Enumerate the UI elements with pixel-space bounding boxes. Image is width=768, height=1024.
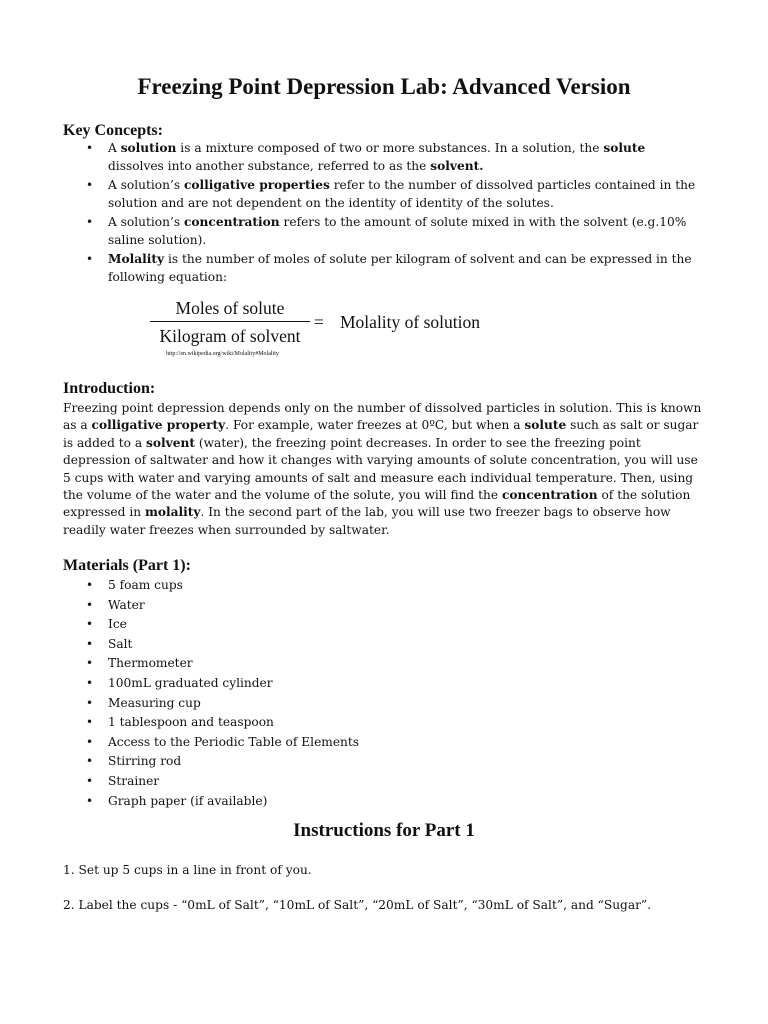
- text-run: . For example, water freezes at 0ºC, but when a: [225, 418, 525, 433]
- bullet-icon: •: [86, 675, 94, 690]
- material-label: Stirring rod: [108, 754, 182, 769]
- equation-fraction: [150, 296, 310, 348]
- list-item: [63, 792, 703, 811]
- molality-equation: [150, 296, 500, 348]
- bullet-icon: •: [86, 656, 94, 671]
- instruction-step: 1. Set up 5 cups in a line in front of you.: [63, 863, 312, 877]
- bold-term: colligative property: [91, 418, 226, 433]
- bullet-icon: •: [86, 715, 94, 730]
- bullet-icon: •: [86, 578, 94, 592]
- text-run: dissolves into another substance, referred to as the: [108, 159, 431, 173]
- list-item: [63, 654, 703, 673]
- materials-heading: Materials (Part 1):: [63, 557, 191, 574]
- text-run: such as salt or sugar is added to a: [63, 418, 699, 450]
- key-concepts-heading: Key Concepts:: [63, 122, 163, 139]
- bullet-icon: •: [86, 793, 94, 808]
- bullet-icon: •: [86, 141, 94, 155]
- material-label: Thermometer: [108, 656, 193, 671]
- bullet-icon: •: [86, 252, 94, 266]
- page-title: Freezing Point Depression Lab: Advanced Version: [137, 74, 631, 99]
- bold-term: concentration: [184, 215, 280, 229]
- bold-term: solute: [524, 418, 567, 433]
- instructions-heading: Instructions for Part 1: [293, 820, 475, 841]
- material-label: Measuring cup: [108, 695, 201, 710]
- text-run: Freezing point depression depends only on the number of dissolved particles in solution. This is known as a: [63, 401, 702, 433]
- bullet-icon: •: [86, 754, 94, 769]
- bullet-icon: •: [86, 636, 94, 651]
- bold-term: Molality: [108, 252, 165, 266]
- bold-term: concentration: [501, 488, 598, 503]
- introduction-heading: Introduction:: [63, 380, 156, 397]
- list-item: [63, 713, 703, 732]
- list-item: [63, 250, 703, 286]
- material-label: Ice: [108, 617, 127, 632]
- bold-term: molality: [144, 505, 201, 520]
- text-run: (water), the freezing point decreases. In order to see the freezing point depression of saltwater and how it changes with varying amounts of solute concentration, you will use 5 cups with water and varying amounts of salt and measure each individual temperature. Then, using the volume of the water and the volume of the solute, you will find the: [63, 435, 698, 503]
- text-run: . In the second part of the lab, you will use two freezer bags to observe how readily water freezes when surrounded by saltwater.: [63, 505, 671, 537]
- list-item: [63, 615, 703, 634]
- list-item: [63, 733, 703, 752]
- bold-term: solute: [603, 141, 646, 155]
- text-run: is a mixture composed of two or more substances. In a solution, the: [176, 141, 604, 155]
- text-run: A solution’s: [108, 178, 184, 192]
- bold-term: solvent: [146, 435, 195, 450]
- material-label: Access to the Periodic Table of Elements: [108, 734, 360, 749]
- material-label: Graph paper (if available): [108, 793, 268, 808]
- material-label: Strainer: [108, 773, 160, 788]
- bold-term: solvent.: [430, 159, 484, 173]
- equation-numerator: Moles of solute: [175, 298, 285, 318]
- text-run: A solution’s: [108, 215, 184, 229]
- fraction-bar: [150, 321, 310, 322]
- list-item: [63, 635, 703, 654]
- text-run: A: [108, 141, 121, 155]
- bullet-icon: •: [86, 215, 94, 229]
- list-item: [63, 213, 703, 249]
- bold-term: colligative properties: [184, 178, 330, 192]
- text-run: is the number of moles of solute per kilogram of solvent and can be expressed in the following equation:: [108, 252, 692, 284]
- list-item: [63, 576, 703, 595]
- list-item: [63, 176, 703, 212]
- list-item: [63, 752, 703, 771]
- list-item: [63, 139, 703, 175]
- list-item: [63, 674, 703, 693]
- bullet-icon: •: [86, 597, 94, 612]
- text-run: refers to the amount of solute mixed in with the solvent (e.g.10% saline solution).: [108, 215, 687, 247]
- bullet-icon: •: [86, 617, 94, 632]
- equation-result: Molality of solution: [340, 312, 480, 332]
- text-run: of the solution expressed in: [63, 488, 691, 520]
- bullet-icon: •: [86, 734, 94, 749]
- bullet-icon: •: [86, 178, 94, 192]
- bullet-icon: •: [86, 773, 94, 788]
- equation-source-caption: http://en.wikipedia.org/wiki/Molality#Molality: [166, 351, 279, 357]
- equals-sign: =: [314, 312, 324, 332]
- list-item: [63, 772, 703, 791]
- material-label: 5 foam cups: [108, 578, 183, 592]
- material-label: 1 tablespoon and teaspoon: [108, 715, 274, 730]
- material-label: Salt: [108, 636, 133, 651]
- key-concepts-list: [63, 139, 703, 287]
- equation-denominator: Kilogram of solvent: [159, 326, 301, 346]
- bold-term: solution: [120, 141, 177, 155]
- materials-list: [63, 576, 703, 810]
- text-run: refer to the number of dissolved particles contained in the solution and are not dependent on the identity of identity of the solutes.: [108, 178, 696, 210]
- material-label: 100mL graduated cylinder: [108, 675, 273, 690]
- list-item: [63, 694, 703, 713]
- list-item: [63, 596, 703, 615]
- instruction-step: 2. Label the cups - “0mL of Salt”, “10mL of Salt”, “20mL of Salt”, “30mL of Salt”, and “Sugar”.: [63, 898, 652, 912]
- introduction-paragraph: [63, 400, 708, 539]
- material-label: Water: [108, 597, 145, 612]
- bullet-icon: •: [86, 695, 94, 710]
